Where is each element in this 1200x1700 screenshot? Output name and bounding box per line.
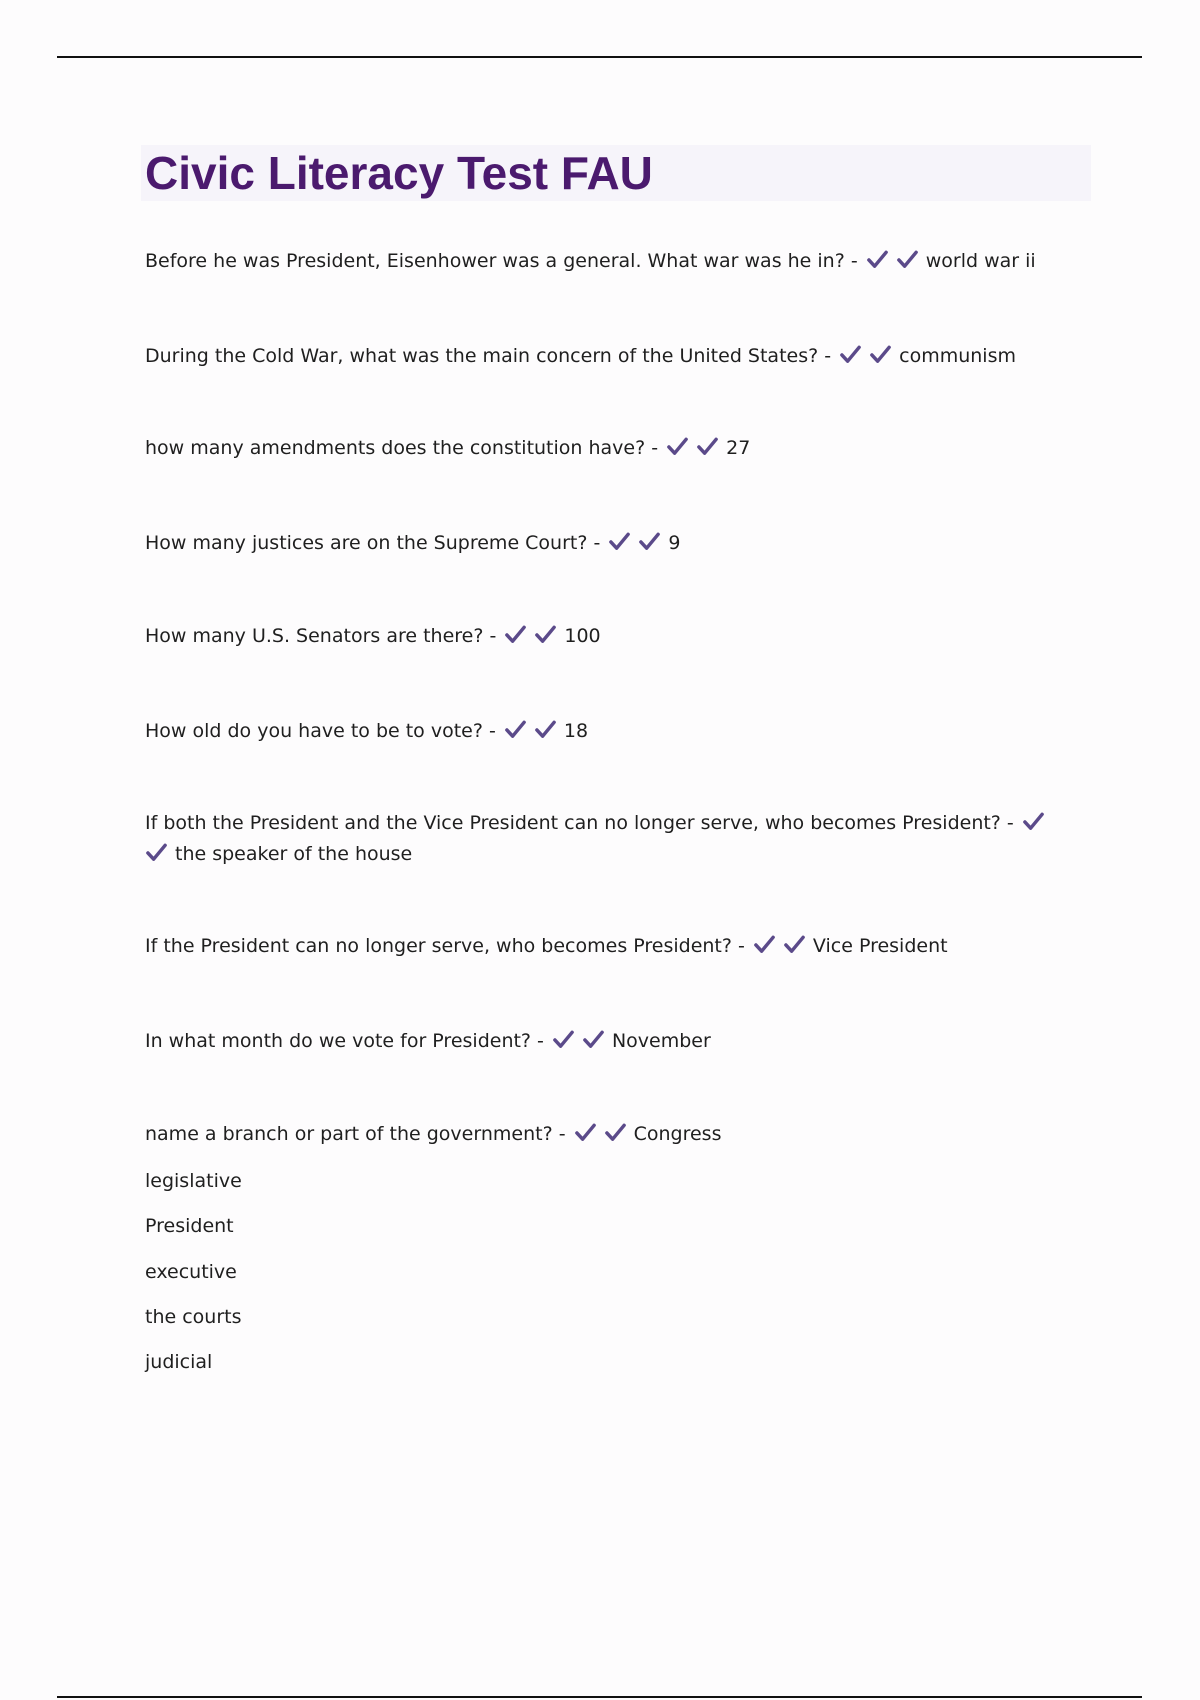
check-icon [604, 1121, 627, 1144]
answer-text: 18 [563, 720, 589, 742]
answer-text: Congress [633, 1123, 722, 1145]
check-icon [666, 435, 689, 458]
qa-item [145, 433, 1080, 464]
additional-answer: President [145, 1215, 234, 1237]
answer-marker [552, 1030, 612, 1052]
question-text: In what month do we vote for President? - [145, 1030, 544, 1052]
question-text: During the Cold War, what was the main concern of the United States? - [145, 345, 832, 367]
check-icon [552, 1028, 575, 1051]
answer-text: November [611, 1030, 711, 1052]
answer-marker [866, 250, 926, 272]
question-text: If the President can no longer serve, who becomes President? - [145, 935, 745, 957]
question-text: how many amendments does the constitution have? - [145, 437, 659, 459]
check-icon [574, 1121, 597, 1144]
check-icon [839, 343, 862, 366]
check-icon [608, 530, 631, 553]
check-icon [504, 718, 527, 741]
answer-marker [504, 720, 564, 742]
question-text: name a branch or part of the government? - [145, 1123, 566, 1145]
document-title: Civic Literacy Test FAU [145, 147, 653, 199]
qa-item [145, 1119, 1080, 1150]
additional-answer: legislative [145, 1170, 242, 1192]
additional-answer: judicial [145, 1351, 213, 1373]
answer-marker [839, 345, 899, 367]
answer-text: the speaker of the house [175, 843, 413, 865]
additional-answer: the courts [145, 1306, 242, 1328]
answer-marker [666, 437, 726, 459]
question-text: Before he was President, Eisenhower was a general. What war was he in? - [145, 250, 858, 272]
answer-marker [504, 625, 564, 647]
check-icon [504, 623, 527, 646]
answer-text: 9 [668, 532, 681, 554]
additional-answer: executive [145, 1261, 237, 1283]
answer-text: 100 [564, 625, 601, 647]
check-icon [753, 933, 776, 956]
qa-item [145, 808, 1080, 870]
top-rule [57, 56, 1142, 58]
question-text: If both the President and the Vice President can no longer serve, who becomes President? - [145, 812, 1014, 834]
answer-marker [753, 935, 813, 957]
check-icon [866, 248, 889, 271]
qa-item [145, 528, 1080, 559]
qa-item [145, 1026, 1080, 1057]
question-text: How many U.S. Senators are there? - [145, 625, 497, 647]
check-icon [1022, 810, 1045, 833]
qa-item [145, 931, 1080, 962]
answer-marker [574, 1123, 634, 1145]
answer-text: world war ii [925, 250, 1036, 272]
check-icon [696, 435, 719, 458]
qa-item [145, 621, 1080, 652]
bottom-rule [57, 1696, 1142, 1698]
answer-text: Vice President [812, 935, 948, 957]
check-icon [534, 718, 557, 741]
check-icon [896, 248, 919, 271]
qa-item [145, 716, 1080, 747]
question-text: How many justices are on the Supreme Court? - [145, 532, 601, 554]
qa-item [145, 246, 1080, 277]
check-icon [783, 933, 806, 956]
qa-item [145, 341, 1080, 372]
check-icon [145, 841, 168, 864]
answer-marker [608, 532, 668, 554]
check-icon [869, 343, 892, 366]
answer-text: communism [899, 345, 1016, 367]
check-icon [534, 623, 557, 646]
check-icon [582, 1028, 605, 1051]
answer-text: 27 [726, 437, 751, 459]
question-text: How old do you have to be to vote? - [145, 720, 496, 742]
check-icon [638, 530, 661, 553]
